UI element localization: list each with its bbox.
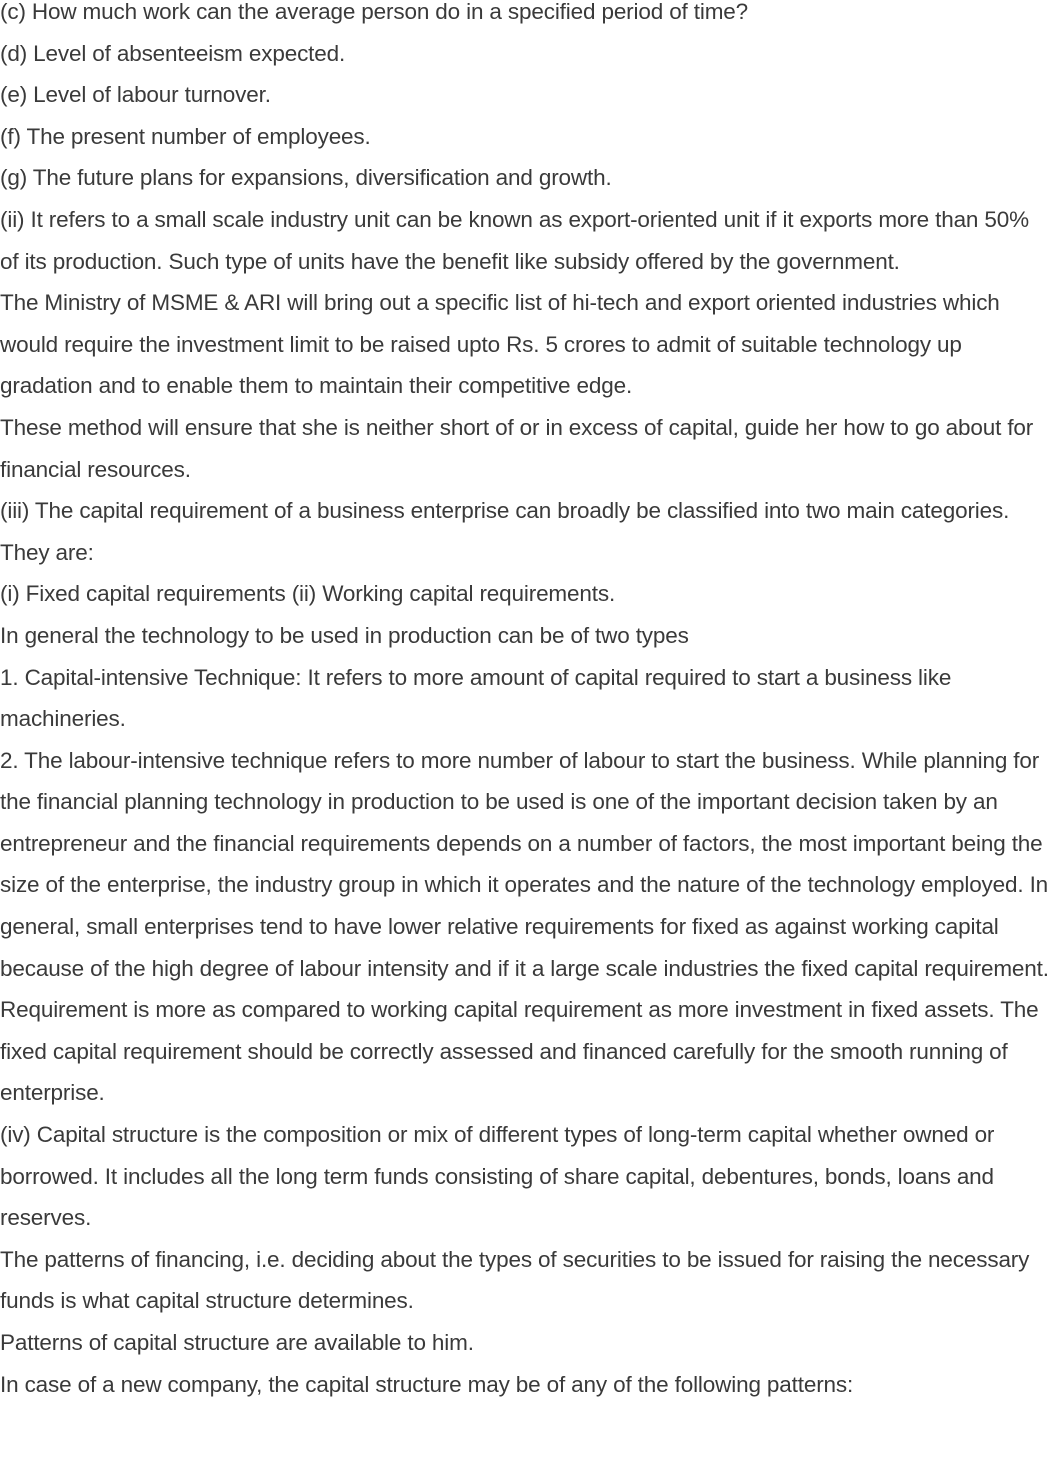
patterns-available-paragraph: Patterns of capital structure are available to him. (0, 1330, 474, 1355)
list-item-e: (e) Level of labour turnover. (0, 82, 271, 108)
financing-patterns-paragraph: The patterns of financing, i.e. deciding about the types of securities to be issued for raising the necessary funds is what capital structure determines. (0, 1246, 1030, 1314)
msme-paragraph: The Ministry of MSME & ARI will bring out a specific list of hi-tech and export oriented industries which would require the investment limit to be raised upto Rs. 5 crores to admit of suitable technology up gradation and to enable them to maintain their competitive edge. (0, 290, 1000, 399)
method-paragraph: These method will ensure that she is neither short of or in excess of capital, guide her how to go about for financial resources. (0, 414, 1034, 482)
answer-iv-paragraph: (iv) Capital structure is the composition or mix of different types of long-term capital whether owned or borrowed. It includes all the long term funds consisting of share capital, debentures, bonds, loans and reserves. (0, 1122, 995, 1231)
labour-intensive-item: 2. The labour-intensive technique refers to more number of labour to start the business. While planning for the financial planning technology in production to be used is one of the important decision taken by an entrepreneur and the financial requirements depends on a number of factors, the most important being the size of the enterprise, the industry group in which it operates and the nature of the technology employed. In general, small enterprises tend to have lower relative requirements for fixed as against working capital because of the high degree of labour intensity and if it a large scale industries the fixed capital requirement. Requirement is more as compared to working capital requirement as more investment in fixed assets. The fixed capital requirement should be correctly assessed and financed carefully for the smooth running of enterprise. (0, 747, 1049, 1106)
capital-requirements-list: (i) Fixed capital requirements (ii) Working capital requirements. (0, 581, 616, 607)
capital-intensive-item: 1. Capital-intensive Technique: It refers to more amount of capital required to start a business like machineries. (0, 664, 952, 732)
list-item-f: (f) The present number of employees. (0, 123, 371, 149)
list-item-g: (g) The future plans for expansions, diversification and growth. (0, 165, 612, 191)
list-item-c: (c) How much work can the average person do in a specified period of time? (0, 0, 749, 24)
new-company-paragraph: In case of a new company, the capital structure may be of any of the following patterns: (0, 1371, 854, 1397)
list-item-d: (d) Level of absenteeism expected. (0, 40, 346, 66)
answer-iii-paragraph: (iii) The capital requirement of a business enterprise can broadly be classified into two main categories. They are: (0, 498, 1010, 565)
answer-ii-paragraph: (ii) It refers to a small scale industry unit can be known as export-oriented unit if it exports more than 50% of its production. Such type of units have the benefit like subsidy offered by the government. (0, 206, 1029, 274)
technology-types-paragraph: In general the technology to be used in production can be of two types (0, 622, 689, 648)
